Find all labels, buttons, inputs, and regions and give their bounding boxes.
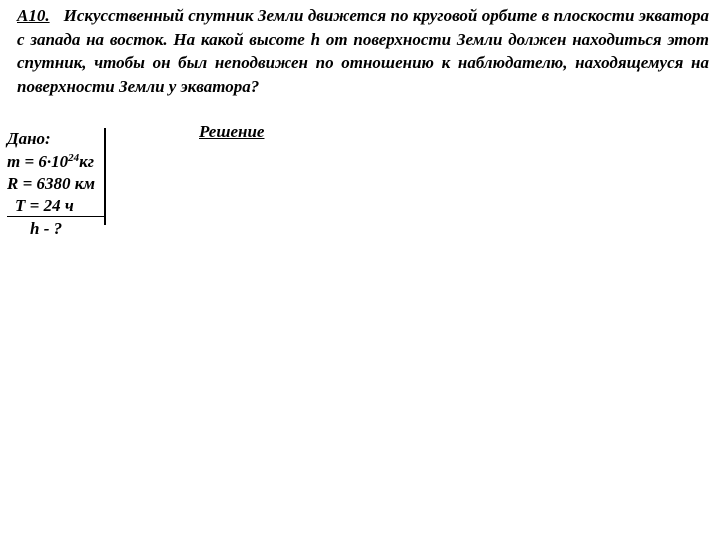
given-period: T = 24 ч: [7, 196, 105, 217]
given-mass-prefix: m = 6·10: [7, 151, 69, 171]
problem-label: А10.: [17, 6, 50, 25]
given-title: Дано:: [7, 129, 51, 148]
given-radius: R = 6380 км: [7, 174, 96, 193]
given-mass: [7, 151, 105, 174]
given-divider-line: [104, 128, 106, 225]
problem-text: Искусственный спутник Земли движется по круговой орбите в плоскости экватора с запада на восток. На какой высоте h от поверхности Земли должен находиться этот спутник, чтобы он был неподвижен по отношению к наблюдателю, находящемуся на поверхности Земли у экватора?: [17, 6, 709, 96]
given-block: [7, 128, 105, 217]
given-mass-unit: кг: [79, 151, 95, 171]
solution-heading: Решение: [199, 122, 265, 141]
given-mass-exponent: 24: [68, 151, 80, 164]
given-unknown: h - ?: [30, 219, 63, 238]
problem-statement: [17, 4, 709, 98]
